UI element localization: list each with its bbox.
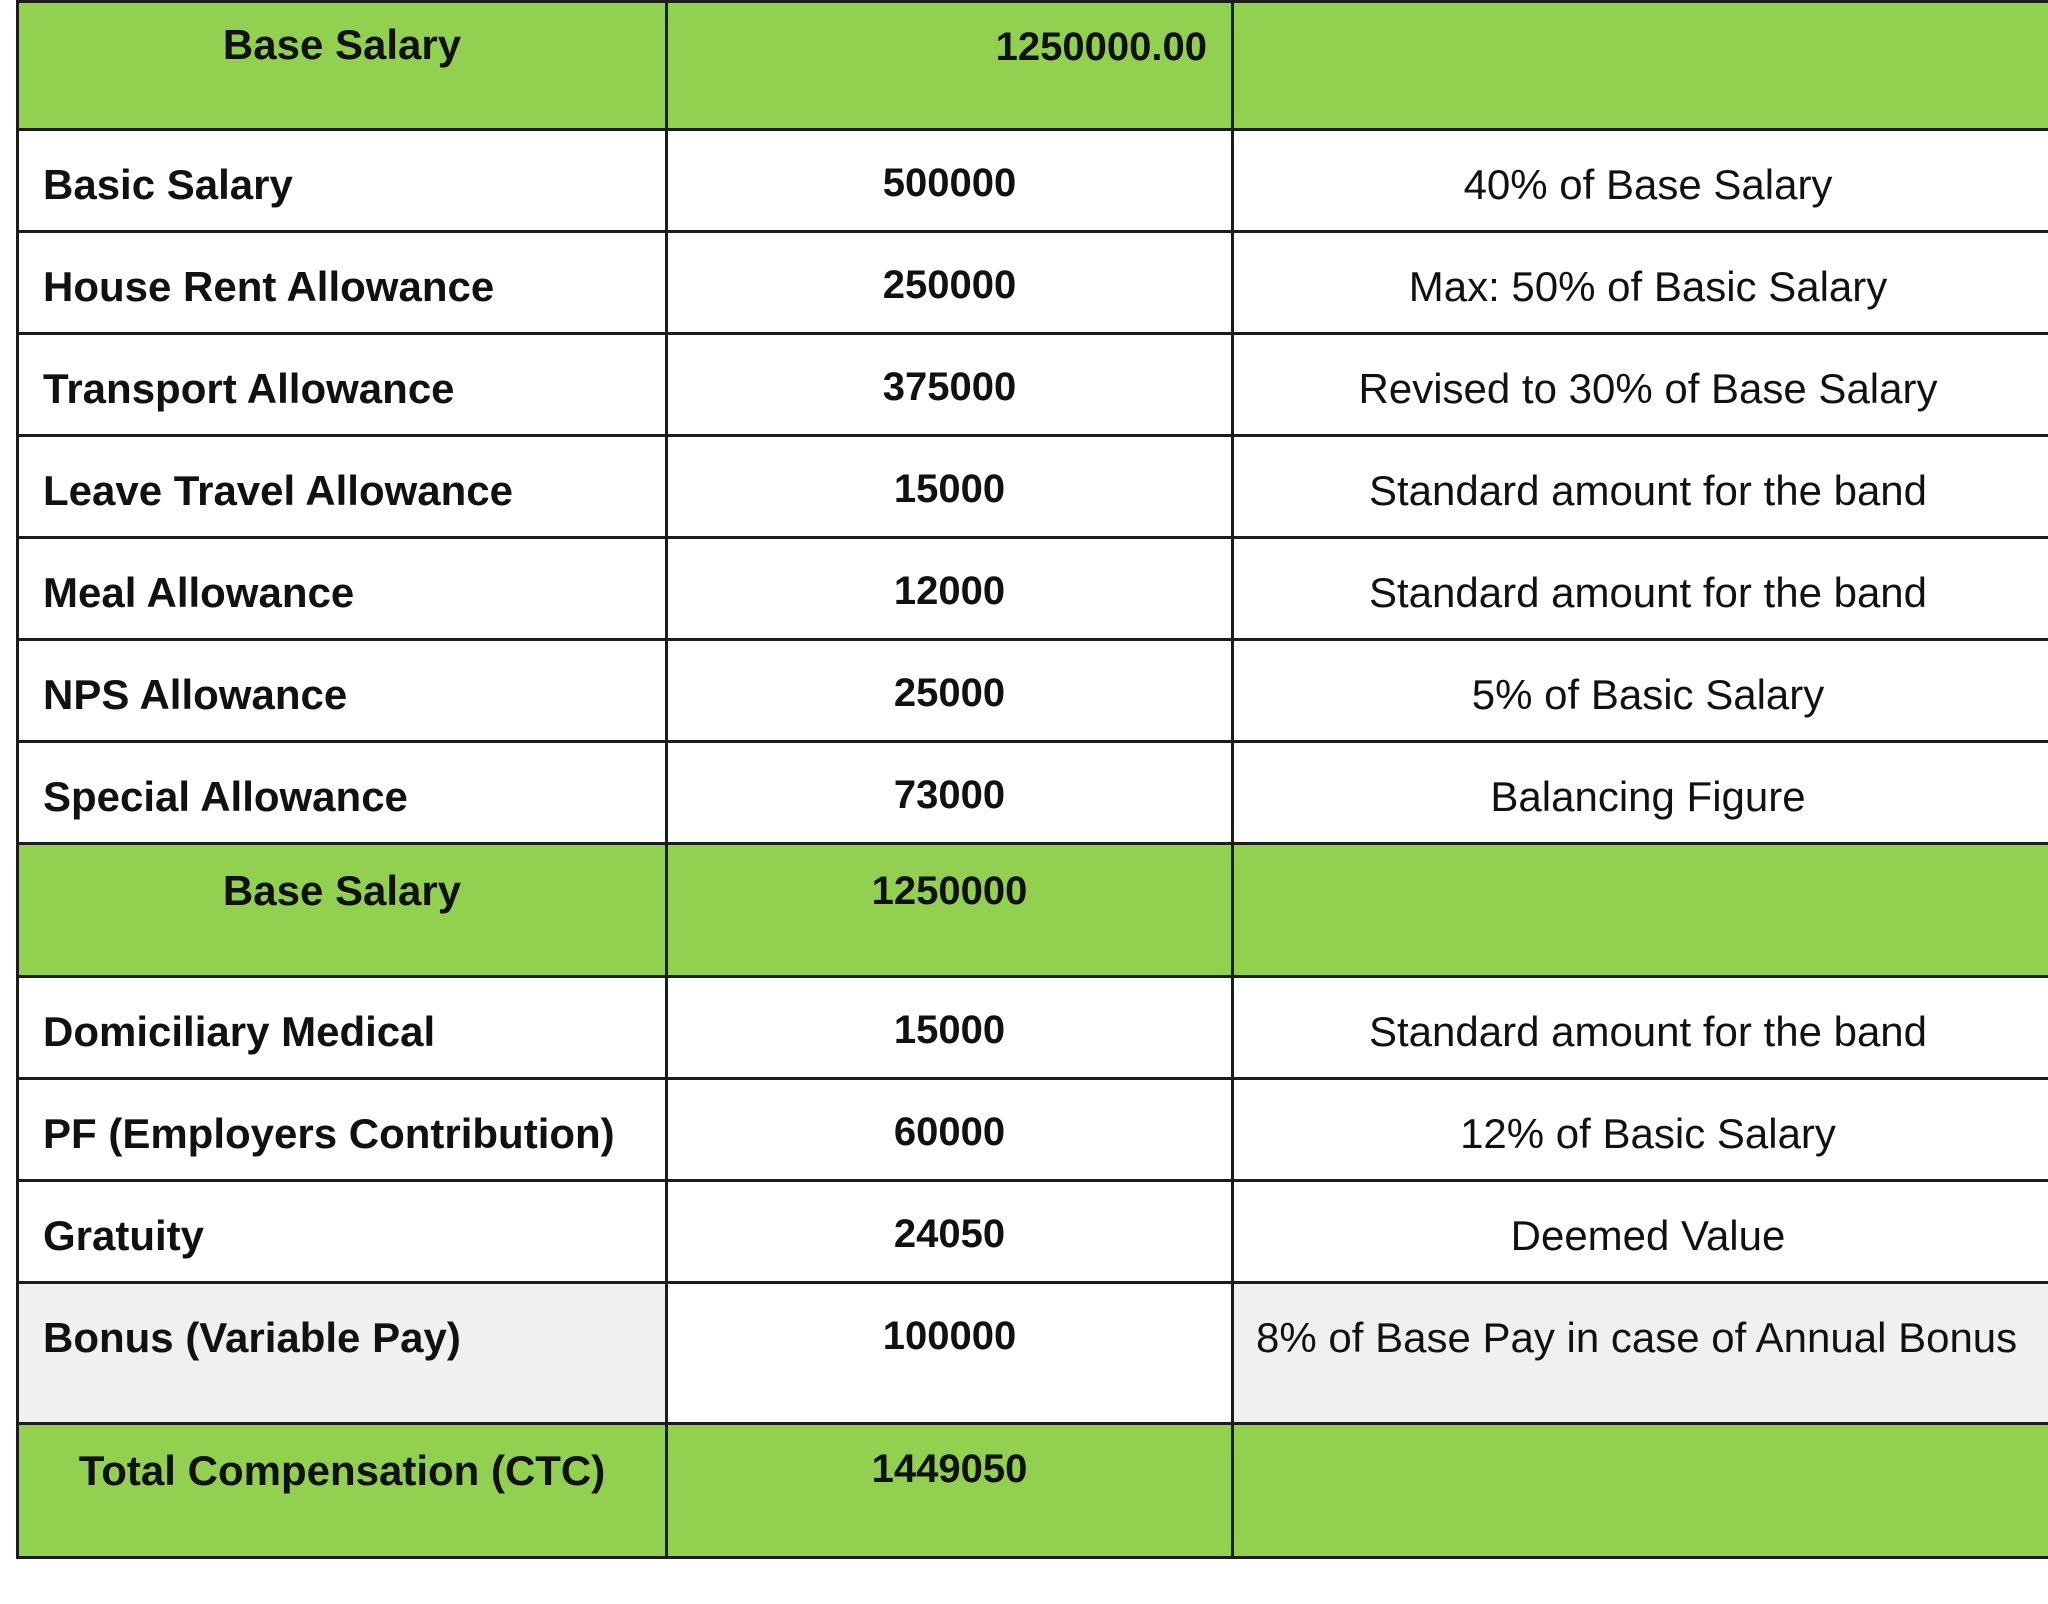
row-value: 60000 — [893, 1110, 1006, 1154]
row-note: Max: 50% of Basic Salary — [1408, 263, 1888, 310]
header-note-cell — [1233, 2, 2048, 130]
bonus-label: Bonus (Variable Pay) — [43, 1314, 461, 1361]
row-label: Special Allowance — [43, 773, 408, 820]
row-value: 375000 — [882, 365, 1017, 409]
total-value: 1449050 — [871, 1447, 1028, 1491]
row-note: Revised to 30% of Base Salary — [1358, 365, 1938, 412]
row-label: Transport Allowance — [43, 365, 455, 412]
row-note: Standard amount for the band — [1368, 1008, 1928, 1055]
subtotal-row — [18, 844, 2048, 977]
subtotal-label: Base Salary — [222, 867, 462, 914]
table-row — [18, 334, 2048, 436]
header-row — [18, 2, 2048, 130]
table-row — [18, 977, 2048, 1079]
row-value: 250000 — [882, 263, 1017, 307]
header-label: Base Salary — [222, 21, 462, 68]
row-value: 15000 — [893, 1008, 1006, 1052]
row-value: 15000 — [893, 467, 1006, 511]
table-row — [18, 742, 2048, 844]
row-value: 500000 — [882, 161, 1017, 205]
table-row — [18, 130, 2048, 232]
row-note: Deemed Value — [1510, 1212, 1786, 1259]
table-row — [18, 538, 2048, 640]
total-label: Total Compensation (CTC) — [78, 1447, 606, 1494]
row-label: Gratuity — [43, 1212, 205, 1259]
row-value: 12000 — [893, 569, 1006, 613]
row-note: 40% of Base Salary — [1463, 161, 1833, 208]
bonus-row — [18, 1283, 2048, 1424]
total-note-cell — [1233, 1424, 2048, 1558]
row-value: 25000 — [893, 671, 1006, 715]
row-note: Standard amount for the band — [1368, 467, 1928, 514]
header-value: 1250000.00 — [995, 25, 1207, 69]
table-row — [18, 436, 2048, 538]
row-label: House Rent Allowance — [43, 263, 495, 310]
row-note: Standard amount for the band — [1368, 569, 1928, 616]
table-row — [18, 1079, 2048, 1181]
bonus-value: 100000 — [882, 1314, 1017, 1358]
row-note: 5% of Basic Salary — [1471, 671, 1825, 718]
table-row — [18, 640, 2048, 742]
header-value-cell — [667, 2, 1233, 130]
table-row — [18, 1181, 2048, 1283]
subtotal-value: 1250000 — [871, 869, 1028, 913]
row-value: 24050 — [893, 1212, 1006, 1256]
table-row — [18, 232, 2048, 334]
row-label: Leave Travel Allowance — [43, 467, 514, 514]
row-label: PF (Employers Contribution) — [43, 1110, 615, 1157]
row-label: Basic Salary — [43, 161, 293, 208]
row-note: Balancing Figure — [1490, 773, 1806, 820]
header-label-cell — [18, 2, 667, 130]
row-label: Domiciliary Medical — [43, 1008, 436, 1055]
row-label: NPS Allowance — [43, 671, 348, 718]
total-row — [18, 1424, 2048, 1558]
row-label: Meal Allowance — [43, 569, 355, 616]
subtotal-note-cell — [1233, 844, 2048, 977]
bonus-note: 8% of Base Pay in case of Annual Bonus — [1256, 1314, 2018, 1361]
row-value: 73000 — [893, 773, 1006, 817]
salary-breakdown-table — [16, 0, 2048, 1559]
row-note: 12% of Basic Salary — [1460, 1110, 1836, 1157]
